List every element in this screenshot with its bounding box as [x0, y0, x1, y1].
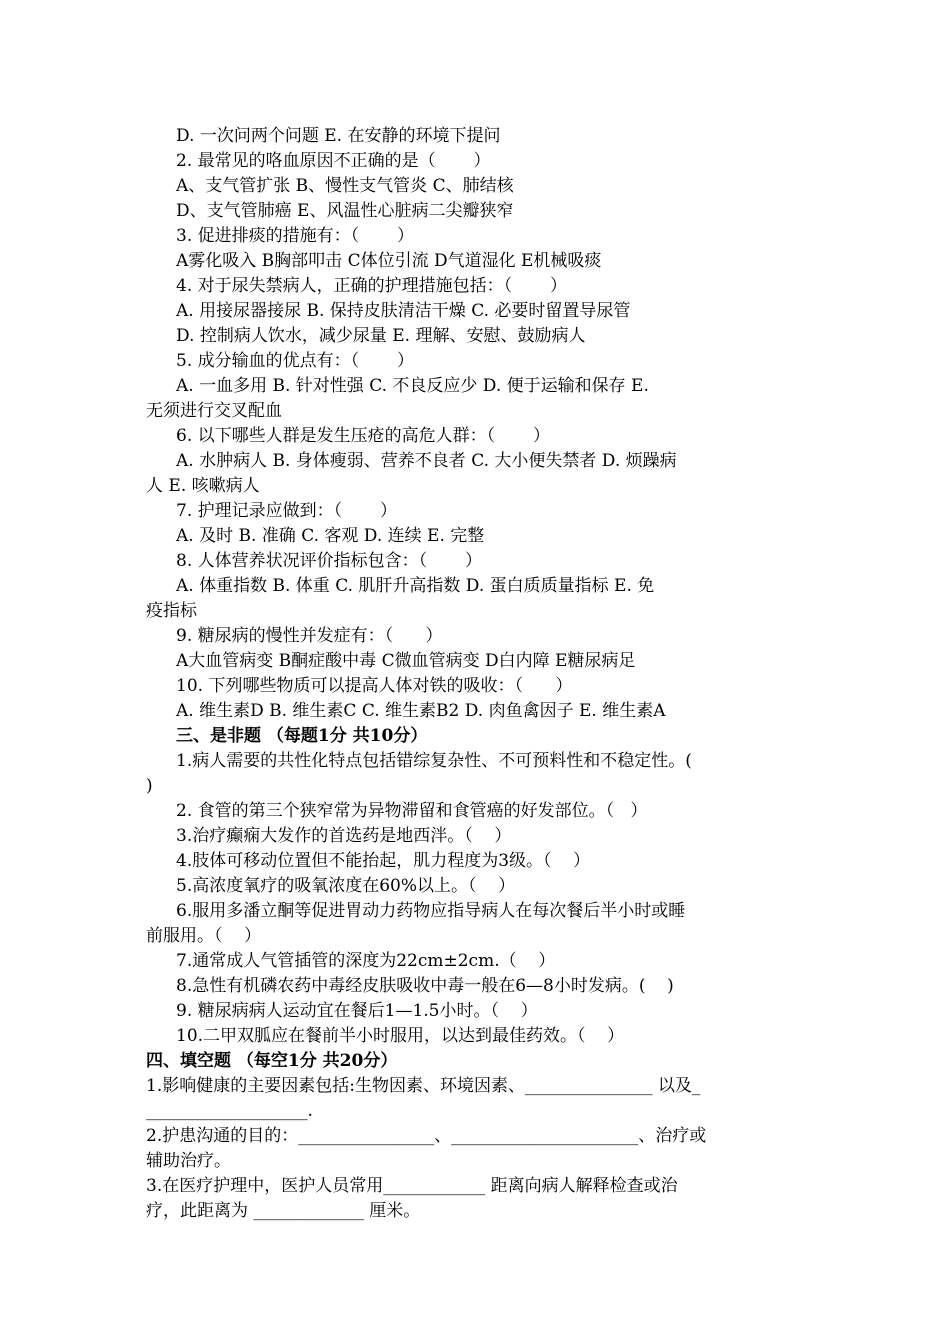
text-line: 1.病人需要的共性化特点包括错综复杂性、不可预料性和不稳定性。( [176, 751, 692, 771]
text-line: A. 一血多用 B. 针对性强 C. 不良反应少 D. 便于运输和保存 E. [176, 376, 649, 396]
text-line: D. 一次问两个问题 E. 在安静的环境下提问 [176, 126, 501, 146]
text-line: 2.护患沟通的目的：________________、______________________、治疗或 [146, 1126, 707, 1146]
text-line: A雾化吸入 B胸部叩击 C体位引流 D气道湿化 E机械吸痰 [176, 251, 602, 271]
text-line: ) [146, 776, 153, 796]
question-7: 7. 护理记录应做到：（ ） [176, 501, 397, 521]
text-line: 1.影响健康的主要因素包括:生物因素、环境因素、_______________ 以及_ [146, 1076, 701, 1096]
question-2: 2. 最常见的咯血原因不正确的是（ ） [176, 151, 491, 171]
text-line: D、支气管肺癌 E、风温性心脏病二尖瓣狭窄 [176, 201, 514, 221]
text-line: 8.急性有机磷农药中毒经皮肤吸收中毒一般在6—8小时发病。( ) [176, 976, 674, 996]
text-line: 人 E. 咳嗽病人 [146, 476, 260, 496]
question-4: 4. 对于尿失禁病人，正确的护理措施包括：（ ） [176, 276, 567, 296]
text-line: A. 及时 B. 准确 C. 客观 D. 连续 E. 完整 [176, 526, 485, 546]
text-line: 疗，此距离为 _____________ 厘米。 [146, 1201, 421, 1221]
text-line: 3.在医疗护理中，医护人员常用____________ 距离向病人解释检查或治 [146, 1176, 678, 1196]
text-line: A. 体重指数 B. 体重 C. 肌肝升高指数 D. 蛋白质质量指标 E. 免 [176, 576, 655, 596]
text-line: A大血管病变 B酮症酸中毒 C微血管病变 D白内障 E糖尿病足 [176, 651, 636, 671]
document-page [146, 124, 806, 1224]
text-line: 疫指标 [146, 601, 197, 621]
question-5: 5. 成分输血的优点有：（ ） [176, 351, 414, 371]
text-line: A. 用接尿器接尿 B. 保持皮肤清洁干燥 C. 必要时留置导尿管 [176, 301, 631, 321]
question-6: 6. 以下哪些人群是发生压疮的高危人群：（ ） [176, 426, 550, 446]
text-line: 5.高浓度氧疗的吸氧浓度在60%以上。（ ） [176, 876, 516, 896]
question-10: 10. 下列哪些物质可以提高人体对铁的吸收：（ ） [176, 676, 573, 696]
question-8: 8. 人体营养状况评价指标包含：（ ） [176, 551, 482, 571]
text-line: 无须进行交叉配血 [146, 401, 282, 421]
text-line: 4.肢体可移动位置但不能抬起，肌力程度为3级。（ ） [176, 851, 591, 871]
text-line: 3.治疗癫痫大发作的首选药是地西泮。（ ） [176, 826, 512, 846]
text-line: 辅助治疗。 [146, 1151, 231, 1171]
question-3: 3. 促进排痰的措施有：（ ） [176, 226, 414, 246]
text-line: 7.通常成人气管插管的深度为22cm±2cm.（ ） [176, 951, 556, 971]
text-line: 10.二甲双胍应在餐前半小时服用，以达到最佳药效。（ ） [176, 1026, 625, 1046]
text-line: A. 水肿病人 B. 身体瘦弱、营养不良者 C. 大小便失禁者 D. 烦躁病 [176, 451, 677, 471]
text-line: 2. 食管的第三个狭窄常为异物滞留和食管癌的好发部位。（ ） [176, 801, 648, 821]
text-line: A、支气管扩张 B、慢性支气管炎 C、肺结核 [176, 176, 514, 196]
section-heading-true-false: 三、是非题 （每题1分 共10分） [176, 726, 428, 746]
text-line: 9. 糖尿病病人运动宜在餐后1—1.5小时。（ ） [176, 1001, 538, 1021]
section-heading-fill-blank: 四、填空题 （每空1分 共20分） [146, 1051, 398, 1071]
text-line: D. 控制病人饮水，减少尿量 E. 理解、安慰、鼓励病人 [176, 326, 586, 346]
text-line: ___________________. [146, 1101, 313, 1121]
question-9: 9. 糖尿病的慢性并发症有：（ ） [176, 626, 443, 646]
text-line: A. 维生素D B. 维生素C C. 维生素B2 D. 肉鱼禽因子 E. 维生素A [176, 701, 666, 721]
text-line: 6.服用多潘立酮等促进胃动力药物应指导病人在每次餐后半小时或睡 [176, 901, 686, 921]
text-line: 前服用。（ ） [146, 926, 262, 946]
